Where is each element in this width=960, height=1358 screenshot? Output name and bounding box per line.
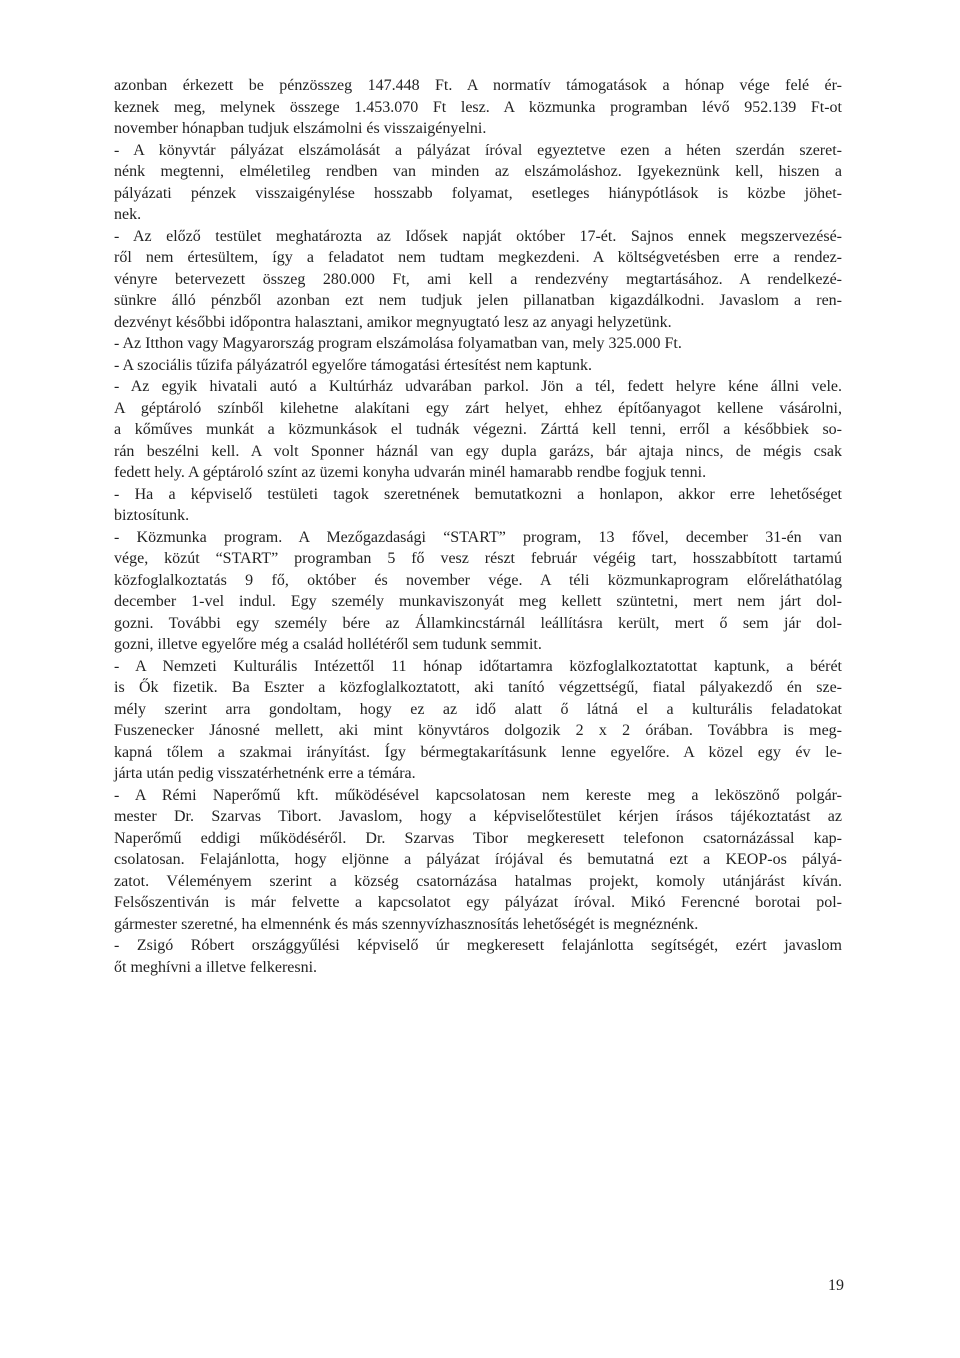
page-number: 19	[828, 1277, 844, 1294]
text-line: - Zsigó Róbert országgyűlési képviselő úr megkeresett felajánlotta segítségét, ezért javaslom	[114, 937, 842, 954]
text-line: dezvényt későbbi időpontra halasztani, amikor megnyugtató lesz az anyagi helyzetünk.	[114, 313, 672, 331]
text-line: - Az egyik hivatali autó a Kultúrház udvarában parkol. Jön a tél, fedett helyre kéne állni vele.	[114, 378, 842, 395]
text-line: mély szerint arra gondoltam, hogy ez az idő alatt ő látná el a kulturális feladatokat	[114, 700, 842, 718]
text-line: - Ha a képviselő testületi tagok szeretnének bemutatkozni a honlapon, akkor erre lehetőséget	[114, 485, 842, 503]
text-line: is Ők fizetik. Ba Eszter a közfoglalkoztatott, aki tanító végzettségű, fiatal pályakezdő én sze-	[114, 679, 842, 696]
text-line: azonban érkezett be pénzösszeg 147.448 Ft. A normatív támogatások a hónap vége felé ér-	[114, 77, 842, 94]
text-line: vényre betervezett összeg 280.000 Ft, ami kell a rendezvény megtartásához. A rendelkezé-	[114, 270, 842, 288]
text-line: november hónapban tudjuk elszámolni és visszaigényelni.	[114, 120, 487, 137]
text-line: vége, közút “START” programban 5 fő vesz részt február végéig tart, hosszabbított tartamú	[114, 550, 842, 567]
text-line: nénk megtenni, elméletileg rendben van minden az elszámoláshoz. Igyekeznünk kell, hiszen a	[114, 163, 842, 180]
text-line: fedett hely. A géptároló színt az üzemi konyha udvarán minél hamarabb rendbe fogjuk tenni.	[114, 464, 707, 481]
text-line: pályázati pénzek visszaigénylése hosszabb folyamat, esetleges hiánypótlások is közbe jöhet-	[114, 184, 842, 202]
text-line: sünkre álló pénzből azonban ezt nem tudjuk jelen pillanatban kigazdálkodni. Javaslom a ren-	[114, 292, 842, 309]
text-line: gozni, illetve egyelőre még a család hollétéről sem tudunk semmit.	[114, 636, 542, 653]
text-line: Felsőszentiván is már felvette a kapcsolatot egy pályázat íróval. Mikó Ferencné borotai pol-	[114, 894, 842, 911]
text-line: december 1-vel indul. Egy személy munkaviszonyát meg kellett szüntetni, mert nem járt dol-	[114, 593, 842, 610]
text-line: - Az Itthon vagy Magyarország program elszámolása folyamatban van, mely 325.000 Ft.	[114, 335, 682, 352]
text-line: kapná tőlem a szakmai irányítást. Így bérmegtakarításunk lenne egyelőre. A közel egy év le-	[114, 743, 842, 761]
text-line: keznek meg, melynek összege 1.453.070 Ft lesz. A közmunka programban lévő 952.139 Ft-ot	[114, 98, 842, 116]
text-line: biztosítunk.	[114, 507, 190, 524]
text-line: Naperőmű eddigi működéséről. Dr. Szarvas Tibor megkeresett telefonon csatornázással kap-	[114, 829, 842, 847]
text-line: A géptároló színből kilehetne alakítani egy zárt helyet, ehhez építőanyagot kellene vásárolni,	[114, 399, 842, 417]
text-line: - A szociális tűzifa pályázatról egyelőre támogatási értesítést nem kaptunk.	[114, 356, 593, 374]
text-line: gármester szeretné, ha elmennénk és más szennyvízhasznosítás lehetőségét is megnéznénk.	[114, 915, 699, 933]
text-line: Fuszenecker Jánosné mellett, aki mint könyvtáros dolgozik 2 x 2 órában. Továbbra is meg-	[114, 722, 842, 739]
text-line: rán beszélni kell. A volt Sponner háznál van egy dupla garázs, bár ajtaja nincs, de mégis csak	[114, 442, 842, 460]
text-line: - A könyvtár pályázat elszámolását a pályázat íróval egyeztetve ezen a héten szerdán szeret-	[114, 141, 842, 159]
text-line: - A Rémi Naperőmű kft. működésével kapcsolatosan nem kereste meg a leköszönő polgár-	[114, 786, 842, 804]
text-line: a kőműves munkát a közmunkások el tudnák végezni. Zárttá kell tenni, erről a későbbiek so-	[114, 421, 842, 438]
text-line: zatot. Véleményem szerint a község csatornázása hatalmas projekt, komoly utánjárást kíván.	[114, 872, 842, 890]
text-line: nek.	[114, 206, 142, 223]
text-line: gozni. További egy személy bére az Államkincstárnál leállításra került, mert ő sem jár dol-	[114, 614, 842, 632]
text-line: mester Dr. Szarvas Tibort. Javaslom, hogy a képviselőtestület kérjen írásos tájékoztatást az	[114, 808, 842, 825]
text-line: csolatosan. Felajánlotta, hogy eljönne a pályázat írójával és bemutatná ezt a KEOP-os pályá-	[114, 851, 842, 868]
text-line: - A Nemzeti Kulturális Intézettől 11 hónap időtartamra közfoglalkoztatottat kaptunk, a bérét	[114, 657, 842, 675]
text-line: - Az előző testület meghatározta az Idősek napját október 17-ét. Sajnos ennek megszervezésé-	[114, 227, 842, 245]
text-line: járta után pedig visszatérhetnénk erre a témára.	[114, 765, 416, 782]
text-line: közfoglalkoztatás 9 fő, október és november vége. A téli közmunkaprogram előreláthatólag	[114, 571, 842, 589]
text-line: ről nem értesültem, így a feladatot nem tudtam megkezdeni. A költségvetésben erre a rendez-	[114, 249, 842, 266]
text-line: - Közmunka program. A Mezőgazdasági “START” program, 13 fővel, december 31-én van	[114, 528, 842, 546]
body-text	[114, 75, 842, 978]
text-line: őt meghívni a illetve felkeresni.	[114, 958, 318, 976]
